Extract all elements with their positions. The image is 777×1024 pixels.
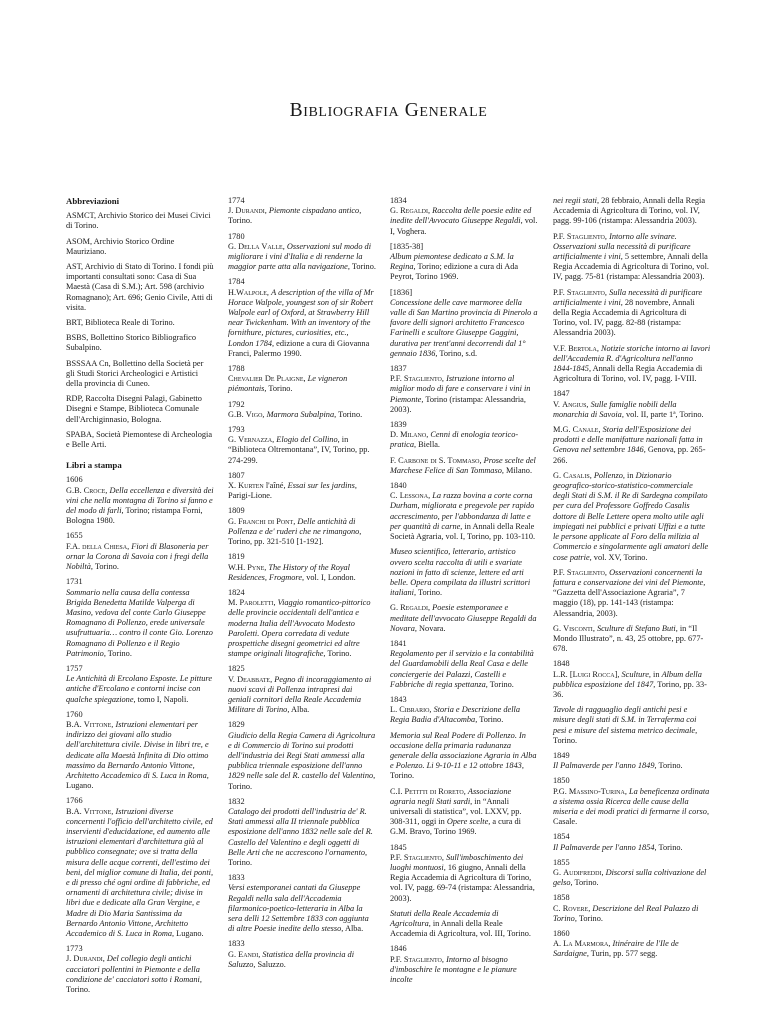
bibliography-entry — [553, 471, 711, 563]
bibliography-entry — [66, 394, 214, 425]
entry-year: 1833 — [228, 873, 245, 883]
bibliography-entry — [553, 659, 711, 700]
bibliography-entry — [553, 232, 711, 283]
entry-text: BSSSAA Cn, Bollettino della Società per gli Studi Storici Archeologici e Artistici della provincia di Cuneo. — [66, 358, 204, 389]
bibliography-entry — [228, 277, 376, 359]
bibliography-entry — [228, 506, 376, 547]
entry-year: 1793 — [228, 425, 245, 435]
entry-year: 1860 — [553, 929, 570, 938]
entry-text: J. Durandi, Piemonte cispadano antico, Torino. — [228, 206, 362, 226]
bibliography-entry — [228, 400, 376, 420]
entry-text: V. Angius, Sulle famiglie nobili della monarchia di Savoia, vol. II, parte 1ª, Torino. — [553, 399, 704, 419]
entry-text: X. Kurten l'aîné, Essai sur les jardins, Parigi-Lione. — [228, 481, 357, 501]
entry-year: 1849 — [553, 750, 570, 760]
bibliography-entry — [66, 475, 214, 526]
section-heading: Abbreviazioni — [66, 196, 120, 206]
bibliography-entry — [553, 624, 711, 655]
entry-text: G. Casalis, Pollenzo, in Dizionario geografico-storico-statistico-commerciale degli Stati di S.M. il Re di Sardegna compilato per cura del Professore Goffredo Casalis dottore di Belle Lettere opera molto utile agli impiegati nei pubblici e privati Uffizi e a tutte le persone applicate al Foro della milizia al Commercio e singolarmente agli amatori delle cose patrie, vol. XV, Torino. — [553, 470, 709, 562]
bibliography-entry — [390, 364, 538, 415]
entry-text: Museo scientifico, letterario, artistico ovvero scelta raccolta di utili e svariate nozioni in fatto di scienze, lettere ed arti belle. Opera compilata da illustri scrittori italiani, Torino. — [390, 547, 531, 598]
bibliography-entry — [390, 909, 538, 940]
bibliography-entry — [66, 318, 214, 328]
bibliography-entry — [66, 430, 214, 450]
entry-text: P.F. Stagliento, Intorno al bisogno d'imboschire le montagne e le pianure incolte — [390, 954, 517, 985]
entry-text: Il Palmaverde per l'anno 1849, Torino. — [553, 761, 683, 771]
entry-text: Tavole di ragguaglio degli antichi pesi e misure degli stati di S.M. in Terraferma coi pesi e misure del sistema metrico decimale, Torino. — [553, 705, 698, 745]
bibliography-entry — [390, 196, 538, 237]
bibliography-entry — [66, 237, 214, 257]
bibliography-entry — [66, 944, 214, 995]
bibliography-entry — [66, 531, 214, 572]
bibliography-entry — [228, 232, 376, 273]
entry-text: P.F. Stagliento, Istruzione intorno al miglior modo di fare e conservare i vini in Piemonte, Torino (ristampa: Alessandria, 2003). — [390, 374, 531, 414]
entry-text: C. Lessona, La razza bovina a corte corna Durham, migliorata e pregevole per rapido accrescimento, per l'abbondanza di latte e per quantità di carne, in Annali della Reale Società Agraria, vol. I, Torino, pp. 103-110. — [390, 491, 536, 542]
bibliography-entry — [390, 944, 538, 985]
entry-text: G. Vernazza, Elogio del Collino, in “Biblioteca Oltremontana”, IV, Torino, pp. 274-299. — [228, 435, 370, 465]
entry-text: P.F. Stagliento, Sull'imboschimento dei luoghi montuosi, 16 giugno, Annali della Regia Accademia di Agricoltura di Torino, vol. IV, pagg. 69-74 (ristampa: Alessandria, 2003). — [390, 852, 535, 903]
entry-year: 1766 — [66, 796, 83, 806]
entry-text: Sommario nella causa della contessa Brigida Benedetta Matilde Valperga di Masino, vedova del conte Carlo Giuseppe Romagnano di Pollenzo, erede universale usufruttuaria… contro il conte Gio. Lorenzo Romagnano di Pollenzo e il Regio Patrimonio, Torino. — [66, 587, 213, 658]
entry-text: V.F. Bertola, Notizie storiche intorno ai lavori dell'Accademia R. d'Agricoltura nell'anno 1844-1845, Annali della Regia Accademia di Agricoltura di Torino, vol. IV, pagg. I-VIII. — [553, 343, 711, 384]
entry-year: [1836] — [390, 287, 413, 297]
column-4 — [553, 196, 711, 965]
entry-year: 1780 — [228, 231, 245, 241]
bibliography-entry — [66, 211, 214, 231]
entry-text: M.G. Canale, Storia dell'Esposizione dei prodotti e delle manifatture nazionali fatta in Genova nel settembre 1846, Genova, pp. 265-266. — [553, 425, 706, 465]
entry-text: G.B. Vigo, Marmora Subalpina, Torino. — [228, 409, 363, 419]
bibliography-entry — [553, 288, 711, 339]
bibliography-entry — [553, 425, 711, 466]
entry-text: M. Paroletti, Viaggio romantico-pittorico delle provincie occidentali dell'antica e moderna Italia dell'Avvocato Modesto Paroletti. Opera corredata di vedute prospettiche disegni geometrici ed altre stampe originali litografiche, Torino. — [228, 598, 371, 659]
entry-text: V. Deabbate, Pegno di incoraggiamento ai nuovi scavi di Pollenza intrapresi dai geniali cornitori della Reale Accademia Militare di Torino, Alba. — [228, 674, 372, 715]
column-1 — [66, 196, 214, 1000]
entry-text: Il Palmaverde per l'anno 1854, Torino. — [553, 842, 683, 852]
entry-text: P.G. Massino-Turina, La beneficenza ordinata a sistema ossia Ricerca delle cause della miseria e dei modi pratici di fermarne il corso, Casale. — [553, 786, 710, 827]
bibliography-entry — [228, 196, 376, 227]
entry-year: 1829 — [228, 720, 245, 730]
bibliography-entry — [390, 787, 538, 838]
page-title: Bibliografia Generale — [289, 100, 488, 121]
bibliography-entry — [553, 858, 711, 889]
entry-year: 1843 — [390, 694, 407, 704]
entry-text: L. Cibrario, Storia e Descrizione della Regia Badia d'Altacomba, Torino. — [390, 705, 520, 725]
bibliography-entry — [228, 588, 376, 659]
bibliography-entry — [228, 797, 376, 868]
entry-text: BRT, Biblioteca Reale di Torino. — [66, 318, 175, 328]
entry-text: W.H. Pyne, The History of the Royal Residences, Frogmore, vol. I, London. — [228, 562, 356, 582]
entry-year: 1848 — [553, 659, 570, 669]
entry-year: 1839 — [390, 420, 407, 430]
entry-year: 1854 — [553, 832, 570, 842]
entry-text: Album piemontese dedicato a S.M. la Regina, Torino; edizione a cura di Ada Peyrot, Torino 1969. — [390, 252, 519, 282]
bibliography-entry — [553, 776, 711, 827]
bibliography-entry — [390, 420, 538, 451]
entry-year: 1788 — [228, 364, 245, 374]
entry-text: Chevalier De Plaigne, Le vigneron piémontais, Torino. — [228, 374, 348, 394]
entry-year: 1850 — [553, 776, 570, 786]
bibliography-entry — [66, 577, 214, 659]
entry-year: 1784 — [228, 277, 245, 287]
entry-text: C. Rovere, Descrizione del Real Palazzo di Torino, Torino. — [553, 903, 699, 923]
entry-text: F. Carbone di S. Tommaso, Prose scelte del Marchese Felice di San Tommaso, Milano. — [390, 455, 536, 475]
entry-text: G. Visconti, Sculture di Stefano Buti, in “Il Mondo Illustrato”, n. 43, 25 ottobre, pp. 677-678. — [553, 623, 704, 654]
entry-year: 1773 — [66, 944, 83, 954]
entry-text: Le Antichità di Ercolano Esposte. Le pitture antiche d'Ercolano e contorni incise con qualche spiegazione, tomo I, Napoli. — [66, 674, 213, 704]
entry-text: C.I. Petitti di Roreto, Associazione agraria negli Stati sardi, in “Annali universali di statistica”, vol. LXXV, pp. 308-311, oggi in Opere scelte, a cura di G.M. Bravo, Torino 1969. — [390, 786, 522, 837]
entry-year: 1837 — [390, 364, 407, 374]
bibliography-entry — [66, 333, 214, 353]
bibliography-entry — [553, 751, 711, 771]
entry-text: AST, Archivio di Stato di Torino. I fondi più importanti consultati sono: Casa di Sua Maestà (Casa di S.M.); Art. 598 (archivio Romagnano); Art. 696; Genio Civile, Atti di visita. — [66, 262, 214, 312]
bibliography-entry — [390, 639, 538, 690]
bibliography-entry — [553, 893, 711, 924]
bibliography-entry — [553, 568, 711, 619]
bibliography-entry — [228, 664, 376, 715]
entry-text: P.F. Stagliento, Osservazioni concernenti la fattura e conservazione dei vini del Piemonte, “Gazzetta dell'Associazione Agraria”, 7 maggio (18), pp. 141-143 (ristampa: Alessandria, 2003). — [553, 567, 706, 618]
bibliography-entry — [390, 603, 538, 634]
entry-year: 1807 — [228, 470, 245, 480]
column-2 — [228, 196, 376, 975]
bibliography-entry — [66, 796, 214, 939]
entry-year: 1809 — [228, 506, 245, 516]
entry-text: G. Eandi, Statistica della provincia di Saluzzo, Saluzzo. — [228, 949, 355, 969]
entry-text: ASMCT, Archivio Storico dei Musei Civici di Torino. — [66, 211, 211, 231]
bibliography-entry — [553, 344, 711, 385]
entry-year: 1834 — [390, 196, 407, 205]
bibliography-entry — [553, 832, 711, 852]
bibliography-entry — [66, 664, 214, 705]
entry-text: ASOM, Archivio Storico Ordine Mauriziano. — [66, 236, 175, 256]
entry-text: A. La Marmora, Itinéraire de l'Ile de Sardaigne, Turin, pp. 577 segg. — [553, 939, 679, 959]
bibliography-entry — [390, 242, 538, 283]
entry-year: 1731 — [66, 577, 83, 587]
entry-year: [1835-38] — [390, 241, 424, 251]
entry-text: B.A. Vittone, Istruzioni elementari per indirizzo dei giovani allo studio dell'architettura civile. Divise in libri tre, e dedicate alla Maestà Infinita di Dio ottimo massimo da Bernardo Antonio Vittone, Architetto Accademico di S. Luca in Roma, Lugano. — [66, 719, 209, 791]
bibliography-entry — [390, 547, 538, 598]
entry-text: Giudicio della Regia Camera di Agricoltura e di Commercio di Torino sui prodotti dell'industria dei Regi Stati ammessi alla pubblica triennale esposizione dell'anno 1829 nelle sale del R. castello del Valentino, Torino. — [228, 730, 376, 791]
entry-text: P.F. Stagliento, Sulla necessità di purificare artificialmente i vini, 28 novembre, Annali della Regia Accademia di Agricoltura di Torino, vol. IV, pagg. 82-88 (ristampa: Alessandria 2003). — [553, 287, 703, 338]
entry-text: P.F. Stagliento, Intorno alle svinare. Osservazioni sulla necessità di purificare artificialmente i vini, 5 settembre, Annali della Regia Accademia di Agricoltura di Torino, vol. IV, pagg. 75-81 (ristampa: Alessandria 2003). — [553, 231, 709, 282]
entry-text: Versi estemporanei cantati da Giuseppe Regaldi nella sala dell'Accademia filarmonico-poetico-letteraria in Alba la sera delli 12 Settembre 1833 con aggiunta di altre Poesie inedite dello stesso, Alba. — [228, 883, 369, 934]
entry-text: G. Audifreddi, Discorsi sulla coltivazione del gelso, Torino. — [553, 867, 707, 888]
entry-year: 1825 — [228, 664, 245, 674]
bibliography-entry — [390, 695, 538, 726]
entry-text: H.Walpole, A description of the villa of Mr Horace Walpole, youngest son of sir Robert Walpole earl of Oxford, at Strawberry Hill near Twickenham. With an inventory of the fornithure, pictures, curiosities, etc., London 1784, edizione a cura di Giovanna Franci, Palermo 1990. — [228, 287, 374, 358]
entry-text: RDP, Raccolta Disegni Palagi, Gabinetto Disegni e Stampe, Biblioteca Comunale dell'Archiginnasio, Bologna. — [66, 394, 202, 424]
bibliography-entry — [228, 471, 376, 502]
bibliography-entry — [553, 196, 711, 227]
entry-text: G. Franchi di Pont, Delle antichità di Pollenza e de' ruderi che ne rimangono, Torino, pp. 321-510 [1-192]. — [228, 516, 362, 547]
entry-year: 1824 — [228, 587, 245, 597]
entry-text: Statuti della Reale Accademia di Agricoltura, in Annali della Reale Accademia di Agricoltura, vol. III, Torino. — [390, 908, 531, 939]
entry-year: 1846 — [390, 944, 407, 954]
entry-text: BSBS, Bollettino Storico Bibliografico Subalpino. — [66, 333, 196, 353]
entry-year: 1845 — [390, 842, 407, 852]
bibliography-entry — [228, 939, 376, 970]
entry-year: 1655 — [66, 531, 83, 541]
entry-year: 1819 — [228, 552, 245, 562]
entry-year: 1847 — [553, 389, 570, 399]
bibliography-entry — [553, 389, 711, 420]
entry-text: D. Milano, Cenni di enologia teorico-pratica, Biella. — [390, 430, 519, 450]
entry-year: 1858 — [553, 893, 570, 903]
entry-text: F.A. della Chiesa, Fiori di Blasoneria per ornar la Corona di Savoia con i fregi della Nobiltà, Torino. — [66, 541, 209, 572]
entry-text: Catalogo dei prodotti dell'industria de' R. Stati ammessi alla II triennale pubblica esposizione dell'anno 1832 nelle sale del R. Castello del Valentino e degli oggetti di Belle Arti che ne accrescono l'ornamento, Torino. — [228, 806, 373, 867]
entry-text: G. Regaldi, Poesie estemporanee e meditate dell'avvocato Giuseppe Regaldi da Novara, Novara. — [390, 603, 537, 633]
bibliography-entry — [390, 456, 538, 476]
entry-text: Memoria sul Real Podere di Pollenzo. In occasione della primaria radunanza generale della associazione Agraria in Alba e Polenzo. Li 9-10-11 e 12 ottobre 1843, Torino. — [390, 730, 537, 781]
bibliography-entry — [228, 425, 376, 466]
entry-text: L.R. [Luigi Rocca], Sculture, in Album della pubblica esposizione del 1847, Torino, pp. 33-36. — [553, 669, 707, 699]
bibliography-entry — [390, 481, 538, 542]
bibliography-entry — [553, 929, 711, 960]
entry-year: 1606 — [66, 475, 83, 485]
entry-text: Concessione delle cave marmoree della valle di San Martino provincia di Pinerolo a favore delli signori architetto Francesco Farinelli e scultore Giuseppe Gaggini, durativa per trent'anni decorrendi dal 1° gennaio 1836, Torino, s.d. — [390, 297, 538, 358]
bibliography-entry — [228, 720, 376, 791]
entry-text: B.A. Vittone, Istruzioni diverse concernenti l'officio dell'architetto civile, ed inservienti d'educidazione, ed aumento alle istruzioni elementari d'architettura già al pubblico consegnate; ove si tratta della misura delle acque correnti, dell'estimo dei beni, del miglior comune di Italia, dei ponti, e di presso ché ogni ordine di fabbriche, ed ornamenti di architettura civile; divise in libri due e dedicate alla Gran Vergine, e Madre di Dio Maria Santissima da Bernardo Antonio Vittone, Architetto Accademico di S. Luca in Roma, Lugano. — [66, 806, 214, 938]
entry-text: G. Della Valle, Osservazioni sul modo di migliorare i vini d'Italia e di renderne la maggior parte atta alla navigazione, Torino. — [228, 241, 376, 272]
bibliography-entry — [390, 731, 538, 782]
bibliography-entry — [390, 843, 538, 904]
entry-year: 1833 — [228, 939, 245, 949]
bibliography-entry — [66, 710, 214, 792]
bibliography-entry — [228, 552, 376, 583]
bibliography-entry — [66, 359, 214, 390]
entry-year: 1792 — [228, 399, 245, 409]
entry-year: 1840 — [390, 481, 407, 491]
entry-year: 1757 — [66, 663, 83, 673]
entry-year: 1760 — [66, 709, 83, 719]
entry-year: 1832 — [228, 796, 245, 806]
bibliography-entry — [228, 873, 376, 934]
entry-text: G. Regaldi, Raccolta delle poesie edite ed inedite dell'Avvocato Giuseppe Regaldi, vol. I, Voghera. — [390, 206, 538, 236]
entry-year: 1855 — [553, 857, 570, 867]
entry-year: 1774 — [228, 196, 245, 205]
bibliography-entry — [390, 288, 538, 359]
entry-text: J. Durandi, Del collegio degli antichi cacciatori pollentini in Piemonte e della condizione de' cacciatori sotto i Romani, Torino. — [66, 954, 202, 995]
bibliography-entry — [228, 364, 376, 395]
entry-text: G.B. Croce, Della eccellenza e diversità dei vini che nella montagna di Torino si fanno e del modo di farli, Torino; ristampa Forni, Bologna 1980. — [66, 485, 214, 526]
entry-year: 1841 — [390, 638, 407, 648]
column-3 — [390, 196, 538, 990]
entry-text: SPABA, Società Piemontese di Archeologia e Belle Arti. — [66, 429, 213, 450]
section-heading: Libri a stampa — [66, 460, 122, 471]
entry-text: nei regii stati, 28 febbraio, Annali della Regia Accademia di Agricoltura di Torino, vol. IV, pagg. 99-106 (ristampa: Alessandria 2003). — [553, 196, 706, 226]
bibliography-entry — [66, 262, 214, 313]
bibliography-entry — [553, 705, 711, 746]
entry-text: Regolamento per il servizio e la contabilità del Guardamobili della Real Casa e delle conciergerie dei Palazzi, Castelli e Fabbriche di regia spettanza, Torino. — [390, 649, 534, 689]
